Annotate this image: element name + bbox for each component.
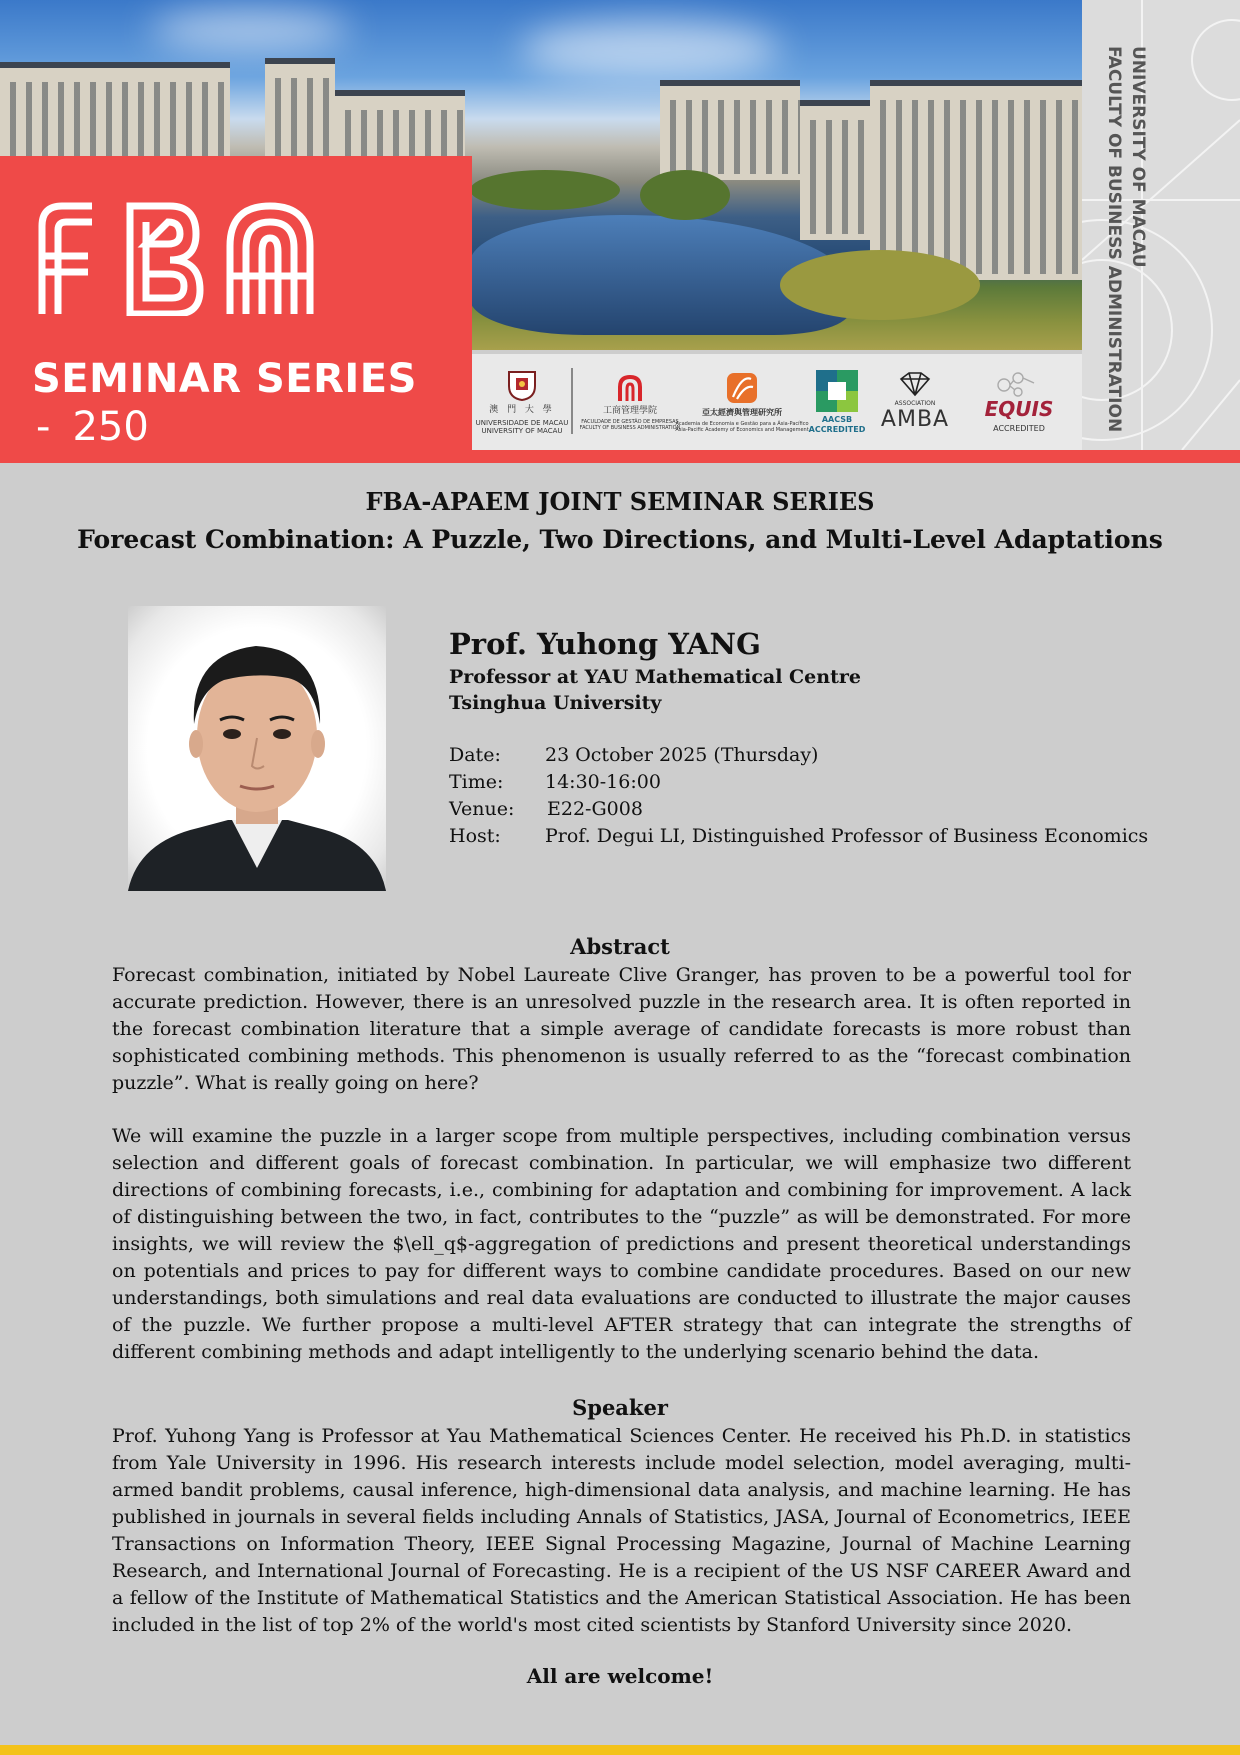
bio-heading: Speaker xyxy=(572,1395,668,1420)
detail-label: Time: xyxy=(449,771,504,793)
speaker-name: Prof. Yuhong YANG xyxy=(449,627,761,661)
side-line-university: UNIVERSITY OF MACAU xyxy=(1128,46,1148,268)
equis-logo-caption: EQUIS xyxy=(984,396,1054,421)
speaker-role: Professor at YAU Mathematical Centre xyxy=(449,666,861,688)
detail-label: Date: xyxy=(449,744,501,766)
um-logo-mark: 澳 門 大 學 xyxy=(489,405,555,416)
amba-logo-mark: ASSOCIATION xyxy=(894,399,936,407)
series-number xyxy=(36,404,149,450)
bottom-accent-bar xyxy=(0,1745,1240,1755)
detail-venue xyxy=(449,798,643,820)
logo-divider xyxy=(571,368,573,434)
um-crest-icon xyxy=(505,368,539,402)
fba-logo-caption: FACULDADE DE GESTÃO DE EMPRESAS FACULTY OF BUSINESS ADMINISTRATION xyxy=(579,419,681,432)
detail-value: E22-G008 xyxy=(547,798,643,820)
talk-title: Forecast Combination: A Puzzle, Two Directions, and Multi-Level Adaptations xyxy=(77,525,1163,554)
apaem-mark-icon xyxy=(725,371,759,405)
equis-logo xyxy=(964,364,1074,440)
side-line-faculty: FACULTY OF BUSINESS ADMINISTRATION xyxy=(1104,46,1124,433)
speaker-organization: Tsinghua University xyxy=(449,692,662,714)
series-dash: - xyxy=(36,404,51,450)
detail-time xyxy=(449,771,661,793)
faculty-vertical-text xyxy=(1070,46,1150,463)
fba-mark-icon xyxy=(614,373,646,403)
apaem-logo-caption: Academia de Economia e Gestão para a Ásia-Pacífico Asia-Pacific Academy of Economics and Management xyxy=(675,420,809,433)
series-heading: FBA-APAEM JOINT SEMINAR SERIES xyxy=(365,487,875,516)
banner-red-bar xyxy=(0,450,1240,463)
detail-label: Venue: xyxy=(449,798,515,820)
header-banner xyxy=(0,0,1240,463)
fba-faculty-logo xyxy=(580,364,680,440)
equis-logo-mark: ACCREDITED xyxy=(993,423,1045,433)
equis-network-icon xyxy=(994,371,1044,397)
aacsb-logo-caption: AACSB ACCREDITED xyxy=(808,414,866,434)
partner-logo-strip xyxy=(472,354,1082,450)
amba-logo-caption: AMBA xyxy=(880,406,950,432)
series-number-value: 250 xyxy=(72,404,149,450)
abstract-paragraph-2: We will examine the puzzle in a larger scope from multiple perspectives, including combination versus selection and different goals of forecast combination. In particular, we will emphasize two different directions of combining forecasts, i.e., combining for adaptation and combining for improvement. A lack of distinguishing between the two, in fact, contributes to the “puzzle” as will be demonstrated. For more insights, we will review the $\ell_q$-aggregation of predictions and present theoretical understandings on potentials and prices to pay for different ways to combine candidate procedures. Based on our new understandings, both simulations and real data evaluations are conducted to illustrate the major causes of the puzzle. We further propose a multi-level AFTER strategy that can integrate the strengths of different combining methods and adapt intelligently to the underlying scenario behind the data. xyxy=(112,1125,1131,1363)
detail-label: Host: xyxy=(449,825,501,847)
university-of-macau-logo xyxy=(475,364,569,440)
detail-host xyxy=(449,825,1148,847)
detail-value: 23 October 2025 (Thursday) xyxy=(545,744,819,766)
closing-welcome: All are welcome! xyxy=(526,1664,714,1688)
aacsb-logo xyxy=(806,364,868,440)
bio-paragraph: Prof. Yuhong Yang is Professor at Yau Mathematical Sciences Center. He received his Ph.D. in statistics from Yale University in 1996. His research interests include model selection, model averaging, multi-armed bandit problems, causal inference, high-dimensional data analysis, and machine learning. He has published in journals in several fields including Annals of Statistics, JASA, Journal of Econometrics, IEEE Transactions on Information Theory, IEEE Signal Processing Magazine, Journal of Machine Learning Research, and International Journal of Forecasting. He is a recipient of the US NSF CAREER Award and a fellow of the Institute of Mathematical Statistics and the American Statistical Association. He has been included in the list of top 2% of the world's most cited scientists by Stanford University since 2020. xyxy=(112,1425,1131,1636)
amba-logo xyxy=(872,364,958,440)
um-logo-caption: UNIVERSIDADE DE MACAU UNIVERSITY OF MACAU xyxy=(475,419,569,436)
fba-logo-mark: 工商管理學院 xyxy=(602,405,657,416)
detail-date xyxy=(449,744,818,766)
amba-diamond-icon xyxy=(897,371,933,397)
apaem-logo xyxy=(675,364,809,440)
detail-value: Prof. Degui LI, Distinguished Professor of Business Economics xyxy=(545,825,1149,847)
fba-logo xyxy=(30,186,330,316)
abstract-heading: Abstract xyxy=(570,934,670,959)
abstract-paragraph-1: Forecast combination, initiated by Nobel Laureate Clive Granger, has proven to be a powerful tool for accurate prediction. However, there is an unresolved puzzle in the research area. It is often reported in the forecast combination literature that a simple average of candidate forecasts is more robust than sophisticated combining methods. This phenomenon is usually referred to as the “forecast combination puzzle”. What is really going on here? xyxy=(112,964,1131,1094)
aacsb-mark-icon xyxy=(816,370,858,412)
speaker-photo xyxy=(128,606,386,891)
series-label: SEMINAR SERIES xyxy=(32,356,417,402)
speaker-portrait-illustration xyxy=(128,606,386,891)
seminar-series-panel xyxy=(0,156,472,463)
detail-value: 14:30-16:00 xyxy=(545,771,661,793)
apaem-logo-mark: 亞太經濟與管理研究所 xyxy=(702,408,782,418)
